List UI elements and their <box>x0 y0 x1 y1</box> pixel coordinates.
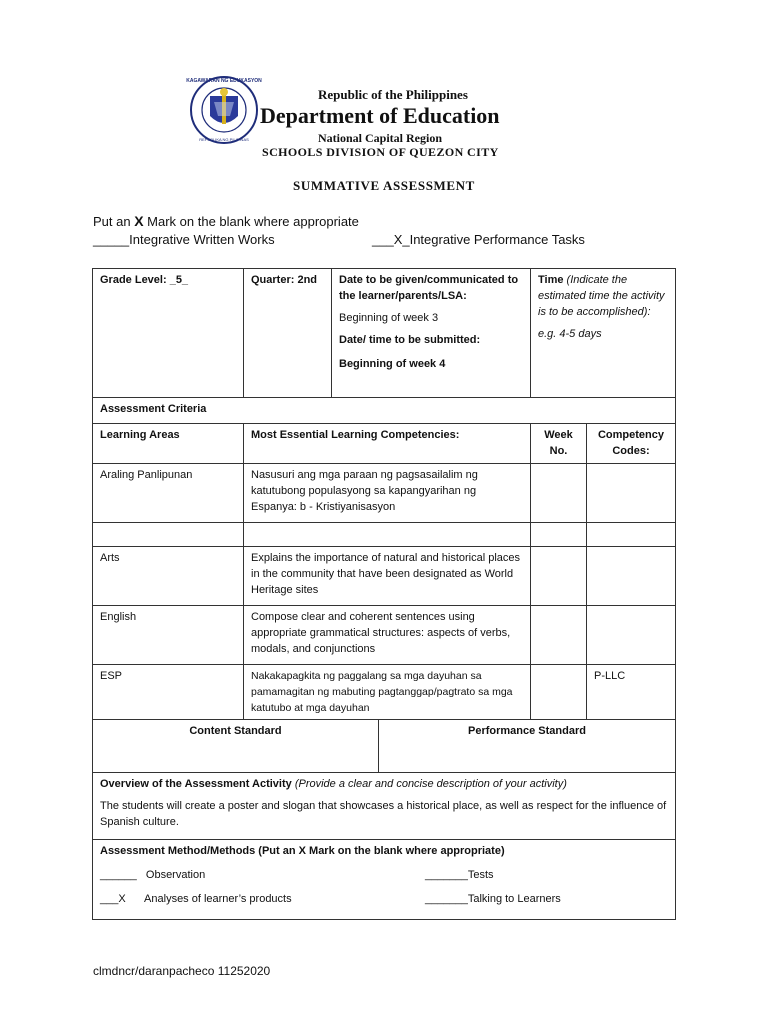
week-cell[interactable] <box>531 665 587 720</box>
code-cell[interactable] <box>587 606 676 665</box>
area-cell: ESP <box>93 665 244 720</box>
area-cell <box>93 523 244 547</box>
performance-standard-heading: Performance Standard <box>379 720 676 773</box>
deped-seal-icon <box>186 72 262 150</box>
date-submit-label: Date/ time to be submitted: <box>339 334 481 346</box>
overview-note: (Provide a clear and concise description of your activity) <box>294 778 567 790</box>
overview-text: The students will create a poster and slogan that showcases a historical place, as well as respect for the influence of Spanish culture. <box>100 800 667 828</box>
option-performance-tasks[interactable]: ___X_Integrative Performance Tasks <box>372 232 585 247</box>
competency-cell: Nakakapagkita ng paggalang sa mga dayuhan sa pamamagitan ng mabuting pagtanggap/pagtrato sa mga katutubo at mga dayuhan <box>244 665 531 720</box>
region-name: National Capital Region <box>318 131 443 145</box>
area-cell: Arts <box>93 547 244 606</box>
week-cell[interactable] <box>531 606 587 665</box>
competency-cell: Compose clear and coherent sentences using appropriate grammatical structures: aspects of verbs, modals, and conjunctions <box>244 606 531 665</box>
col-competency-codes: Competency Codes: <box>587 424 676 464</box>
overview-cell <box>93 773 676 840</box>
time-cell <box>531 269 676 398</box>
col-week-no: Week No. <box>531 424 587 464</box>
code-cell[interactable]: P-LLC <box>587 665 676 720</box>
document-header <box>0 0 768 170</box>
assessment-criteria-heading: Assessment Criteria <box>93 398 676 424</box>
overview-label: Overview of the Assessment Activity <box>100 778 292 790</box>
time-note: (Indicate the estimated time the activity is to be accomplished): <box>538 274 665 318</box>
time-example: e.g. 4-5 days <box>538 328 602 340</box>
grade-level: Grade Level: _5_ <box>93 269 244 398</box>
col-learning-areas: Learning Areas <box>93 424 244 464</box>
method-observation[interactable]: ______ Observation <box>100 869 206 881</box>
code-cell[interactable] <box>587 523 676 547</box>
date-submit-value: Beginning of week 4 <box>339 358 446 370</box>
department-name: Department of Education <box>260 103 500 128</box>
date-given-label: Date to be given/communicated to the learner/parents/LSA: <box>339 274 519 302</box>
document-title: SUMMATIVE ASSESSMENT <box>293 178 475 193</box>
svg-text:KAGAWARAN NG EDUKASYON: KAGAWARAN NG EDUKASYON <box>186 78 262 84</box>
svg-text:REPUBLIKA NG PILIPINAS: REPUBLIKA NG PILIPINAS <box>199 137 249 142</box>
method-analyses[interactable]: ___X Analyses of learner’s products <box>100 893 292 905</box>
division-name: SCHOOLS DIVISION OF QUEZON CITY <box>262 145 499 159</box>
code-cell[interactable] <box>587 547 676 606</box>
date-given-value: Beginning of week 3 <box>339 312 439 324</box>
week-cell[interactable] <box>531 547 587 606</box>
competency-cell: Nasusuri ang mga paraan ng pagsasailalim ng katutubong populasyong sa kapangyarihan ng Espanya: b - Kristiyanisasyon <box>244 464 531 523</box>
dates-cell <box>332 269 531 398</box>
republic-text: Republic of the Philippines <box>318 87 468 102</box>
method-tests[interactable]: _______Tests <box>425 869 494 881</box>
methods-cell <box>93 840 676 920</box>
assessment-table <box>92 268 676 920</box>
methods-heading: Assessment Method/Methods (Put an X Mark on the blank where appropriate) <box>100 845 505 857</box>
content-standard-heading: Content Standard <box>93 720 379 773</box>
week-cell[interactable] <box>531 523 587 547</box>
week-cell[interactable] <box>531 464 587 523</box>
col-competencies: Most Essential Learning Competencies: <box>244 424 531 464</box>
footer-code: clmdncr/daranpacheco 11252020 <box>93 964 271 978</box>
competency-cell <box>244 523 531 547</box>
x-mark-instruction: Put an X Mark on the blank where appropriate <box>93 213 359 229</box>
quarter: Quarter: 2nd <box>244 269 332 398</box>
code-cell[interactable] <box>587 464 676 523</box>
time-label: Time <box>538 274 564 286</box>
area-cell: English <box>93 606 244 665</box>
competency-cell: Explains the importance of natural and historical places in the community that have been designated as World Heritage sites <box>244 547 531 606</box>
area-cell: Araling Panlipunan <box>93 464 244 523</box>
option-written-works[interactable]: _____Integrative Written Works <box>93 232 275 247</box>
method-talking[interactable]: _______Talking to Learners <box>425 893 561 905</box>
